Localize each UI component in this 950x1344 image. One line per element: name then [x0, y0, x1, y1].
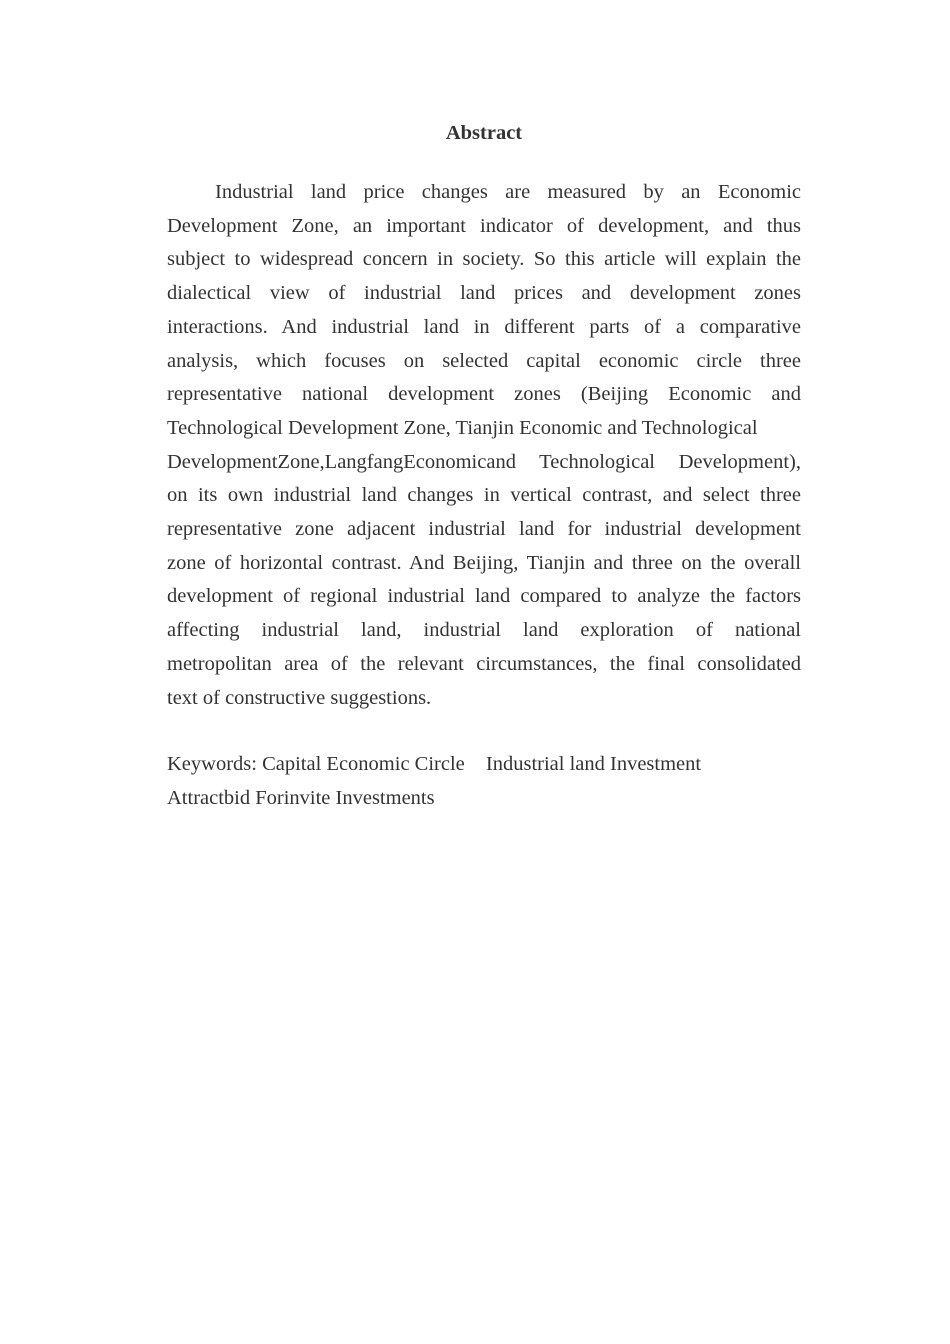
abstract-line: zone of horizontal contrast. And Beijing, Tianjin and three on the overall: [167, 551, 801, 574]
abstract-line: development of regional industrial land compared to analyze the factors: [167, 585, 801, 608]
keyword-item: Industrial land Investment: [485, 753, 702, 775]
abstract-line: Technological Development Zone, Tianjin Economic and Technological: [167, 416, 758, 439]
keyword-item: Attractbid Forinvite Investments: [167, 786, 435, 809]
abstract-line: text of constructive suggestions.: [167, 686, 432, 709]
keywords-section: [167, 748, 801, 815]
keywords-line-1: [167, 748, 801, 782]
abstract-line: affecting industrial land, industrial land exploration of national: [167, 619, 801, 642]
keywords-line-2: [167, 782, 801, 816]
abstract-line: analysis, which focuses on selected capital economic circle three: [167, 349, 801, 372]
abstract-line: dialectical view of industrial land prices and development zones: [167, 282, 801, 305]
abstract-line: DevelopmentZone,LangfangEconomicand Technological Development),: [167, 450, 801, 473]
keyword-item: Capital Economic Circle: [262, 753, 465, 775]
abstract-line: on its own industrial land changes in vertical contrast, and select three: [167, 484, 801, 507]
abstract-line: representative national development zones (Beijing Economic and: [167, 383, 801, 406]
abstract-line: subject to widespread concern in society. So this article will explain the: [167, 248, 801, 271]
abstract-body: [167, 176, 801, 715]
abstract-line: representative zone adjacent industrial land for industrial development: [167, 518, 801, 541]
abstract-title: Abstract: [445, 122, 523, 144]
keywords-label: Keywords:: [167, 753, 257, 775]
abstract-line: metropolitan area of the relevant circumstances, the final consolidated: [167, 652, 801, 675]
abstract-line: interactions. And industrial land in different parts of a comparative: [167, 315, 801, 338]
abstract-line: Development Zone, an important indicator of development, and thus: [167, 214, 801, 237]
abstract-line: Industrial land price changes are measured by an Economic: [215, 181, 801, 203]
